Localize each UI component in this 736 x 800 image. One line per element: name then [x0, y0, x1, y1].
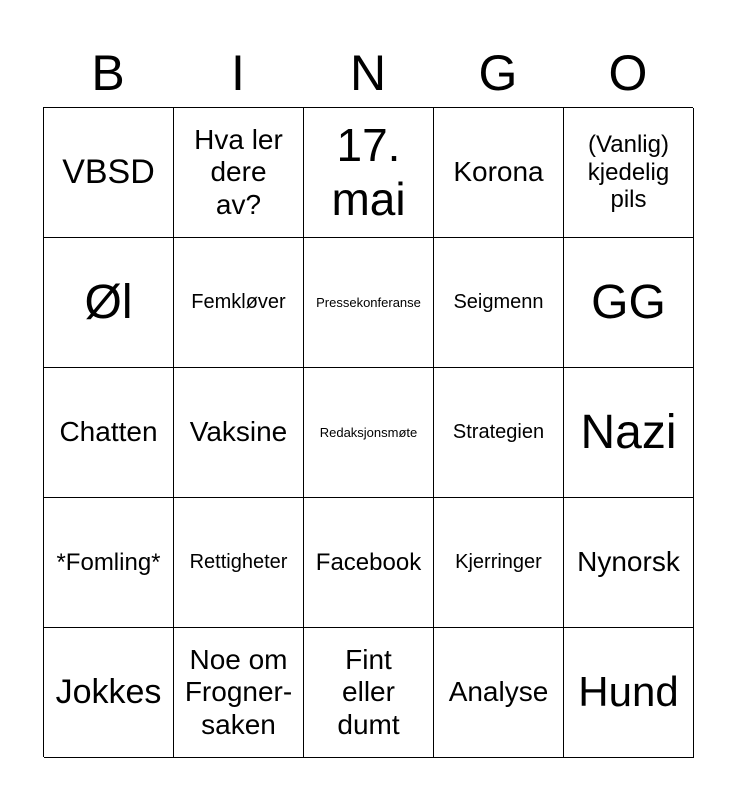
bingo-cell[interactable] — [564, 498, 694, 628]
cell-text: (Vanlig) kjedelig pils — [587, 130, 670, 214]
cell-text: Pressekonferanse — [316, 294, 421, 310]
cell-text: VBSD — [62, 152, 155, 191]
bingo-cell[interactable] — [44, 108, 174, 238]
bingo-cell[interactable] — [434, 498, 564, 628]
bingo-cell[interactable] — [564, 628, 694, 758]
bingo-cell[interactable] — [564, 108, 694, 238]
bingo-cell[interactable] — [44, 498, 174, 628]
cell-text: *Fomling* — [56, 548, 161, 576]
cell-text: Rettigheter — [189, 550, 288, 573]
cell-text: Chatten — [59, 416, 158, 448]
header-letter-g: G — [478, 45, 518, 101]
cell-text: 17. mai — [331, 119, 406, 225]
bingo-cell[interactable] — [564, 368, 694, 498]
cell-text: Femkløver — [191, 290, 286, 313]
cell-text: Nynorsk — [577, 546, 680, 578]
cell-text: GG — [591, 275, 666, 329]
bingo-cell[interactable] — [174, 238, 304, 368]
bingo-cell[interactable] — [434, 108, 564, 238]
cell-text: Vaksine — [189, 416, 288, 448]
cell-text: Fint eller dumt — [337, 643, 400, 740]
cell-text: Redaksjonsmøte — [319, 424, 418, 440]
header-letter-n: N — [349, 45, 387, 101]
bingo-cell[interactable] — [434, 238, 564, 368]
bingo-cell[interactable] — [44, 238, 174, 368]
cell-text: Hund — [578, 668, 679, 716]
bingo-cell[interactable] — [304, 498, 434, 628]
cell-text: Facebook — [315, 548, 422, 576]
bingo-board — [43, 107, 693, 757]
bingo-cell[interactable] — [174, 498, 304, 628]
bingo-header — [43, 40, 693, 106]
cell-text: Nazi — [580, 405, 677, 459]
cell-text: Hva ler dere av? — [194, 123, 283, 220]
bingo-cell[interactable] — [434, 628, 564, 758]
bingo-cell[interactable] — [304, 238, 434, 368]
cell-text: Strategien — [452, 420, 545, 443]
header-letter-i: I — [231, 45, 245, 101]
bingo-cell[interactable] — [174, 628, 304, 758]
cell-text: Noe om Frogner- saken — [184, 643, 293, 740]
bingo-cell[interactable] — [564, 238, 694, 368]
cell-text: Kjerringer — [455, 550, 542, 573]
bingo-cell[interactable] — [304, 628, 434, 758]
bingo-cell[interactable] — [434, 368, 564, 498]
bingo-cell[interactable] — [174, 368, 304, 498]
bingo-cell[interactable] — [304, 368, 434, 498]
header-letter-o: O — [608, 45, 648, 101]
header-letter-b: B — [91, 45, 125, 101]
bingo-cell[interactable] — [304, 108, 434, 238]
cell-text: Korona — [453, 156, 544, 188]
bingo-cell[interactable] — [44, 628, 174, 758]
cell-text: Jokkes — [55, 672, 162, 711]
cell-text: Øl — [84, 275, 133, 329]
bingo-cell[interactable] — [44, 368, 174, 498]
cell-text: Analyse — [448, 676, 549, 708]
bingo-cell[interactable] — [174, 108, 304, 238]
cell-text: Seigmenn — [453, 290, 544, 313]
